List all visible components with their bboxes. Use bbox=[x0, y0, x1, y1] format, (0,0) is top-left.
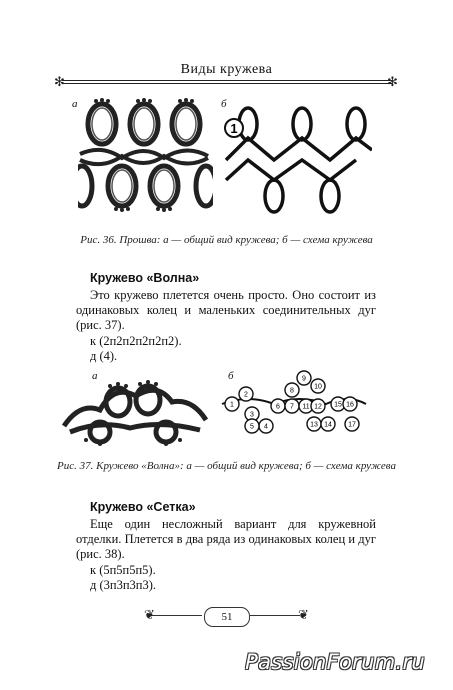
section2-paragraph: Еще один несложный вариант для кружевной отделки. Плетется в два ряда из одинаковых колец и дуг (рис. 38). bbox=[76, 517, 376, 561]
footer-rule-left bbox=[152, 615, 202, 616]
fig36-caption: Рис. 36. Прошва: а — общий вид кружева; б — схема кружева bbox=[80, 234, 373, 246]
fig37-ring-number: 6 bbox=[276, 403, 280, 411]
section1-paragraph: Это кружево плетется очень просто. Оно состоит из одинаковых колец и маленьких соединительных дуг (рис. 37). bbox=[76, 288, 376, 332]
header-rule-bottom bbox=[62, 83, 393, 84]
fig37-ring-number: 10 bbox=[314, 383, 322, 391]
fig37-label-b: б bbox=[228, 370, 234, 382]
fig37-ring-number: 2 bbox=[244, 391, 248, 399]
header-ornament-right-icon: ✻ bbox=[387, 74, 398, 89]
section1-heading: Кружево «Волна» bbox=[90, 271, 200, 285]
header-ornament-left-icon: ✻ bbox=[54, 74, 65, 89]
section2-heading: Кружево «Сетка» bbox=[90, 500, 196, 514]
fig37-ring-number: 5 bbox=[250, 423, 254, 431]
fig37-ring-number: 11 bbox=[302, 403, 310, 411]
fig36-ring-number: 1 bbox=[230, 121, 238, 136]
fig37-ring-number: 8 bbox=[290, 387, 294, 395]
fig37-scheme-diagram bbox=[218, 366, 368, 448]
section2-formula-arc: д (3п3п3п3). bbox=[90, 578, 157, 592]
fig37-ring-number: 3 bbox=[250, 411, 254, 419]
fig36-label-b: б bbox=[221, 98, 227, 110]
fig36-lace-photo bbox=[78, 96, 213, 224]
section2-formula-ring: к (5п5п5п5). bbox=[90, 563, 156, 577]
fig37-lace-photo bbox=[60, 376, 210, 448]
header-rule-top bbox=[62, 80, 393, 81]
section1-formula-ring: к (2п2п2п2п2п2). bbox=[90, 334, 182, 348]
section1-formula-arc: д (4). bbox=[90, 349, 118, 363]
fig37-ring-number: 15 bbox=[334, 401, 342, 409]
fig37-ring-number: 4 bbox=[264, 423, 268, 431]
fig37-label-a: а bbox=[92, 370, 98, 382]
page-number: 51 bbox=[204, 607, 250, 627]
fig37-ring-number: 16 bbox=[346, 401, 354, 409]
fig37-ring-number: 13 bbox=[310, 421, 318, 429]
fig37-ring-number: 17 bbox=[348, 421, 356, 429]
footer-rule-right bbox=[250, 615, 300, 616]
fig37-ring-number: 7 bbox=[290, 403, 294, 411]
fig36-label-a: а bbox=[72, 98, 78, 110]
fig37-ring-number: 1 bbox=[230, 401, 234, 409]
fig36-scheme-diagram bbox=[222, 104, 372, 216]
fig37-ring-number: 14 bbox=[324, 421, 332, 429]
footer-ornament-right-icon: ❦ bbox=[298, 607, 309, 622]
fig37-caption: Рис. 37. Кружево «Волна»: а — общий вид кружева; б — схема кружева bbox=[57, 460, 396, 472]
footer-ornament-left-icon: ❦ bbox=[144, 607, 155, 622]
running-header-title: Виды кружева bbox=[180, 62, 273, 77]
fig37-ring-number: 9 bbox=[302, 375, 306, 383]
fig37-ring-number: 12 bbox=[314, 403, 322, 411]
watermark-text: PassionForum.ru bbox=[245, 650, 425, 674]
